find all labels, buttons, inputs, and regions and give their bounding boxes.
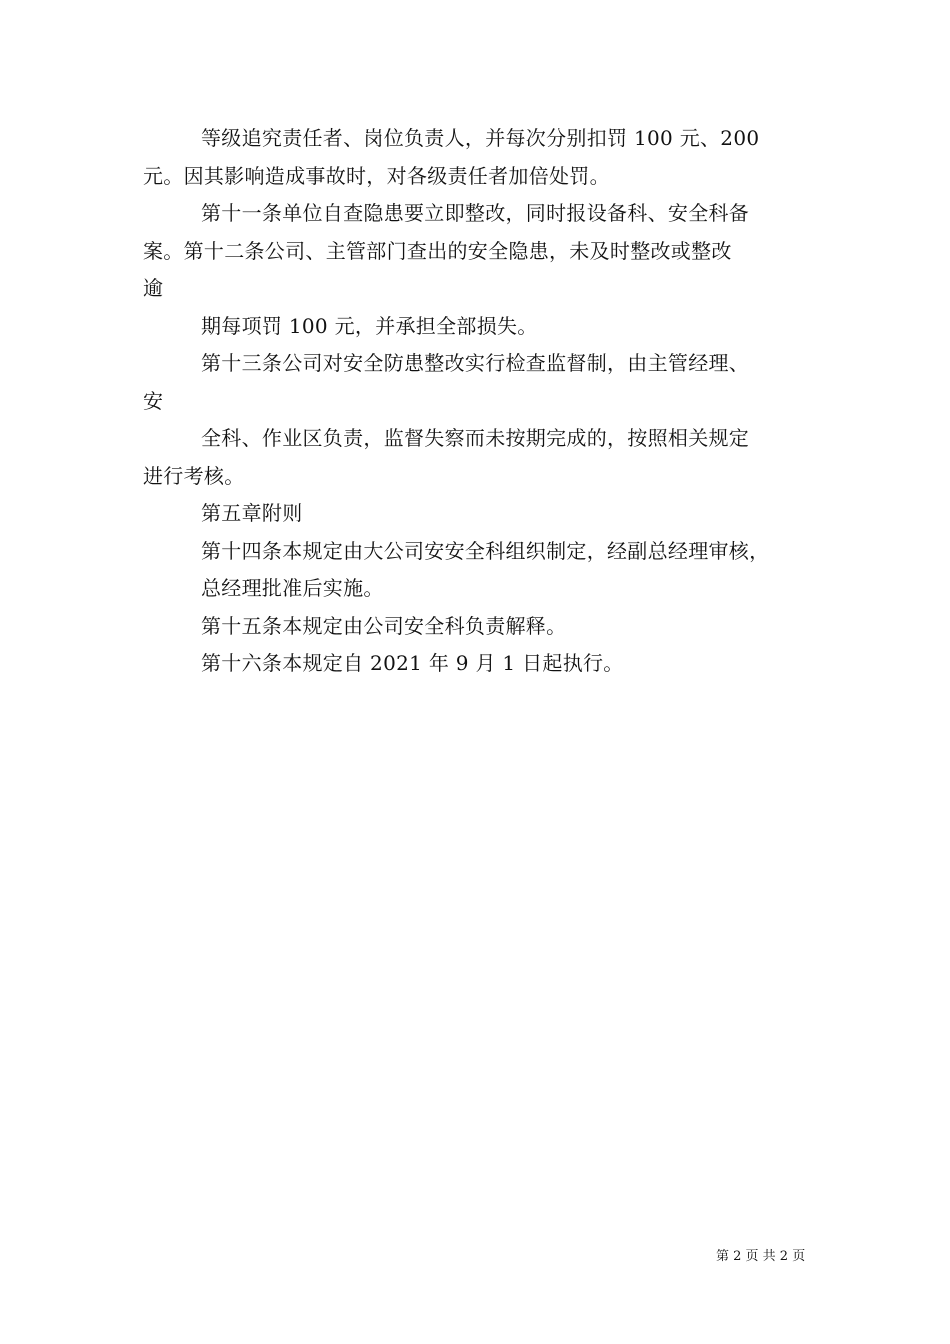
page-number-footer: 第 2 页 共 2 页 xyxy=(716,1249,806,1264)
text-line: 元。因其影响造成事故时，对各级责任者加倍处罚。 xyxy=(143,163,610,188)
text-line: 第十四条本规定由大公司安安全科组织制定，经副总经理审核， xyxy=(201,538,770,563)
text-line: 期每项罚 100 元，并承担全部损失。 xyxy=(201,313,538,338)
text-line: 第十六条本规定自 2021 年 9 月 1 日起执行。 xyxy=(201,651,624,675)
text-line: 等级追究责任者、岗位负责人，并每次分别扣罚 100 元、200 xyxy=(201,126,760,150)
document-body xyxy=(143,120,808,683)
text-line: 案。第十二条公司、主管部门查出的安全隐患，未及时整改或整改 xyxy=(143,238,732,263)
text-line: 总经理批准后实施。 xyxy=(201,576,384,600)
text-line: 进行考核。 xyxy=(143,463,245,488)
chapter-heading: 第五章附则 xyxy=(201,501,303,525)
text-line: 安 xyxy=(143,388,164,413)
text-line: 第十三条公司对安全防患整改实行检查监督制，由主管经理、 xyxy=(201,351,750,375)
text-line: 逾 xyxy=(143,276,164,300)
text-line: 第十一条单位自查隐患要立即整改，同时报设备科、安全科备 xyxy=(201,201,750,225)
text-line: 第十五条本规定由公司安全科负责解释。 xyxy=(201,613,567,638)
text-line: 全科、作业区负责，监督失察而未按期完成的，按照相关规定 xyxy=(201,426,750,450)
